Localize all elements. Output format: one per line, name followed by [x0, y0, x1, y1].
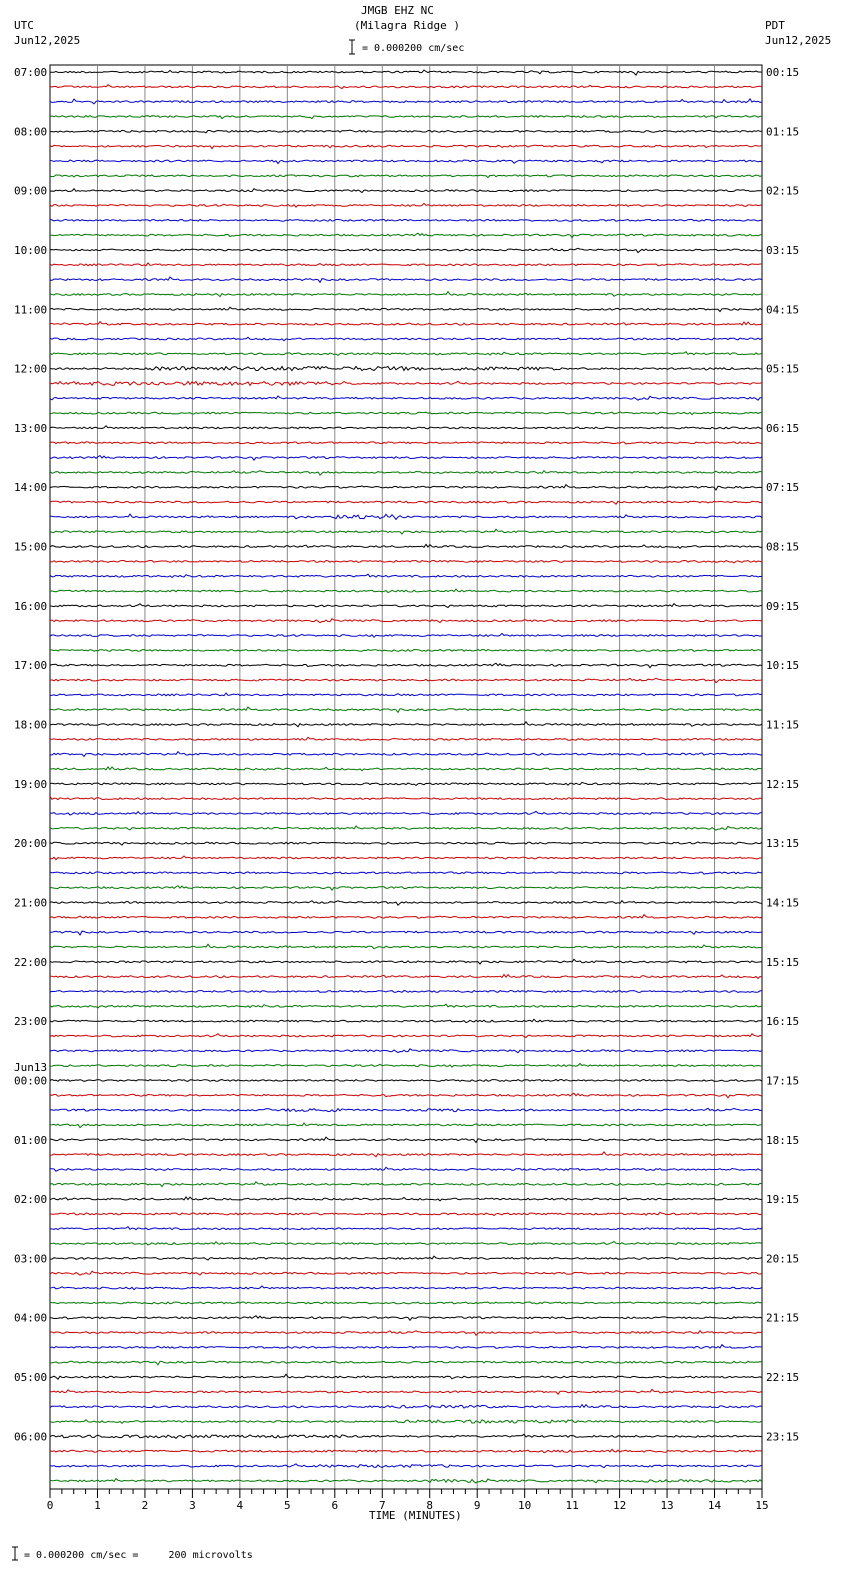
- x-tick-label: 4: [236, 1499, 244, 1512]
- right-hour-label: 22:15: [766, 1371, 800, 1385]
- trace-0: [50, 70, 762, 75]
- left-hour-label: 05:00: [14, 1371, 48, 1385]
- trace-92: [50, 1434, 762, 1438]
- trace-21: [50, 381, 762, 385]
- trace-19: [50, 352, 762, 356]
- trace-6: [50, 160, 762, 164]
- left-hour-label: 12:00: [14, 362, 48, 376]
- trace-12: [50, 248, 762, 252]
- trace-80: [50, 1256, 762, 1260]
- left-hour-label: 01:00: [14, 1133, 48, 1147]
- right-hour-label: 05:15: [766, 362, 800, 376]
- x-tick-label: 6: [331, 1499, 339, 1512]
- right-hour-label: 07:15: [766, 481, 800, 495]
- date-change-label: Jun13: [14, 1061, 48, 1074]
- left-hour-label: 09:00: [14, 184, 48, 198]
- trace-55: [50, 886, 762, 891]
- trace-85: [50, 1331, 762, 1336]
- left-hour-label: 06:00: [14, 1430, 48, 1444]
- trace-3: [50, 116, 762, 119]
- right-hour-label: 06:15: [766, 421, 800, 435]
- trace-46: [50, 752, 762, 757]
- trace-22: [50, 396, 762, 400]
- trace-33: [50, 561, 762, 564]
- x-tick-label: 10: [518, 1499, 532, 1512]
- left-hour-label: 02:00: [14, 1193, 48, 1207]
- trace-93: [50, 1449, 762, 1452]
- trace-17: [50, 322, 762, 326]
- trace-56: [50, 901, 762, 906]
- trace-13: [50, 263, 762, 266]
- trace-61: [50, 975, 762, 979]
- station-location: (Milagra Ridge ): [354, 19, 460, 32]
- trace-73: [50, 1152, 762, 1157]
- left-timezone: UTC: [14, 19, 34, 32]
- x-tick-label: 15: [755, 1499, 769, 1512]
- trace-84: [50, 1316, 762, 1321]
- trace-42: [50, 693, 762, 696]
- right-hour-label: 01:15: [766, 125, 800, 139]
- trace-57: [50, 915, 762, 919]
- right-hour-label: 19:15: [766, 1193, 800, 1207]
- right-hour-label: 17:15: [766, 1074, 800, 1088]
- trace-86: [50, 1345, 762, 1349]
- left-hour-label: 23:00: [14, 1015, 48, 1029]
- left-hour-label: 07:00: [14, 66, 48, 79]
- right-hour-label: 04:15: [766, 303, 800, 317]
- trace-62: [50, 991, 762, 993]
- trace-49: [50, 797, 762, 800]
- right-hour-label: 23:15: [766, 1430, 800, 1444]
- trace-36: [50, 604, 762, 608]
- left-hour-label: 04:00: [14, 1311, 48, 1325]
- left-hour-label: 14:00: [14, 481, 48, 495]
- x-tick-label: 1: [94, 1499, 101, 1512]
- right-hour-label: 15:15: [766, 955, 800, 969]
- trace-25: [50, 442, 762, 444]
- trace-34: [50, 574, 762, 577]
- trace-66: [50, 1049, 762, 1053]
- left-hour-label: 08:00: [14, 125, 48, 139]
- trace-30: [50, 514, 762, 519]
- trace-28: [50, 485, 762, 490]
- trace-41: [50, 678, 762, 682]
- trace-77: [50, 1212, 762, 1215]
- station-title: JMGB EHZ NC: [361, 4, 434, 17]
- trace-95: [50, 1479, 762, 1483]
- trace-2: [50, 99, 762, 104]
- trace-91: [50, 1420, 762, 1424]
- trace-14: [50, 277, 762, 282]
- left-hour-label: 20:00: [14, 837, 48, 851]
- right-hour-label: 00:15: [766, 66, 800, 79]
- trace-24: [50, 426, 762, 429]
- trace-32: [50, 544, 762, 548]
- trace-68: [50, 1080, 762, 1082]
- trace-10: [50, 219, 762, 221]
- x-tick-label: 13: [660, 1499, 674, 1512]
- left-hour-label: 10:00: [14, 243, 48, 257]
- trace-11: [50, 233, 762, 238]
- trace-31: [50, 529, 762, 534]
- right-hour-label: 11:15: [766, 718, 800, 732]
- left-hour-label: 13:00: [14, 421, 48, 435]
- trace-50: [50, 811, 762, 815]
- trace-18: [50, 337, 762, 340]
- trace-43: [50, 707, 762, 712]
- trace-89: [50, 1389, 762, 1394]
- trace-48: [50, 782, 762, 785]
- right-hour-label: 03:15: [766, 243, 800, 257]
- trace-52: [50, 842, 762, 845]
- trace-70: [50, 1108, 762, 1111]
- trace-15: [50, 292, 762, 297]
- right-hour-label: 16:15: [766, 1015, 800, 1029]
- right-hour-label: 20:15: [766, 1252, 800, 1266]
- trace-71: [50, 1123, 762, 1128]
- trace-20: [50, 367, 762, 371]
- trace-40: [50, 663, 762, 668]
- trace-39: [50, 650, 762, 652]
- trace-54: [50, 872, 762, 874]
- right-hour-label: 21:15: [766, 1311, 800, 1325]
- right-hour-label: 02:15: [766, 184, 800, 198]
- trace-79: [50, 1242, 762, 1246]
- left-date: Jun12,2025: [14, 34, 81, 47]
- footer-scale-note: = 0.000200 cm/sec = 200 microvolts: [24, 1550, 253, 1561]
- trace-60: [50, 959, 762, 964]
- left-hour-label: 03:00: [14, 1252, 48, 1266]
- x-tick-label: 0: [46, 1499, 54, 1512]
- trace-72: [50, 1137, 762, 1142]
- trace-88: [50, 1374, 762, 1379]
- right-hour-label: 18:15: [766, 1133, 800, 1147]
- trace-74: [50, 1167, 762, 1171]
- x-tick-label: 11: [565, 1499, 579, 1512]
- trace-59: [50, 944, 762, 949]
- trace-44: [50, 722, 762, 727]
- trace-53: [50, 856, 762, 860]
- trace-69: [50, 1093, 762, 1098]
- trace-51: [50, 826, 762, 830]
- x-tick-label: 14: [707, 1499, 722, 1512]
- left-hour-label: 00:00: [14, 1074, 48, 1088]
- trace-65: [50, 1034, 762, 1038]
- trace-9: [50, 203, 762, 207]
- trace-7: [50, 175, 762, 178]
- trace-29: [50, 501, 762, 504]
- trace-90: [50, 1405, 762, 1409]
- trace-87: [50, 1361, 762, 1365]
- trace-4: [50, 130, 762, 133]
- right-hour-label: 12:15: [766, 777, 800, 791]
- trace-27: [50, 471, 762, 476]
- trace-37: [50, 619, 762, 623]
- trace-47: [50, 767, 762, 771]
- x-axis-label: TIME (MINUTES): [369, 1509, 462, 1522]
- trace-5: [50, 145, 762, 149]
- trace-67: [50, 1064, 762, 1068]
- left-hour-label: 22:00: [14, 955, 48, 969]
- left-hour-label: 18:00: [14, 718, 48, 732]
- x-tick-label: 2: [141, 1499, 149, 1512]
- trace-63: [50, 1004, 762, 1008]
- left-hour-label: 11:00: [14, 303, 48, 317]
- left-hour-label: 15:00: [14, 540, 48, 554]
- trace-82: [50, 1286, 762, 1290]
- left-hour-label: 17:00: [14, 659, 48, 673]
- right-hour-label: 08:15: [766, 540, 800, 554]
- trace-16: [50, 307, 762, 311]
- trace-83: [50, 1302, 762, 1304]
- right-hour-label: 10:15: [766, 659, 800, 673]
- scale-text: = 0.000200 cm/sec: [362, 43, 465, 54]
- right-date: Jun12,2025: [765, 34, 832, 47]
- right-hour-label: 09:15: [766, 599, 800, 613]
- right-timezone: PDT: [765, 19, 785, 32]
- left-hour-label: 16:00: [14, 599, 48, 613]
- trace-94: [50, 1464, 762, 1468]
- x-tick-label: 5: [284, 1499, 291, 1512]
- left-hour-label: 21:00: [14, 896, 48, 910]
- right-hour-label: 14:15: [766, 896, 800, 910]
- trace-23: [50, 412, 762, 415]
- trace-75: [50, 1182, 762, 1187]
- trace-38: [50, 633, 762, 637]
- trace-26: [50, 456, 762, 461]
- x-tick-label: 3: [189, 1499, 196, 1512]
- x-tick-label: 9: [473, 1499, 481, 1512]
- trace-81: [50, 1271, 762, 1275]
- trace-8: [50, 189, 762, 193]
- trace-1: [50, 85, 762, 89]
- trace-45: [50, 737, 762, 740]
- trace-64: [50, 1019, 762, 1022]
- trace-78: [50, 1227, 762, 1230]
- trace-35: [50, 589, 762, 592]
- left-hour-label: 19:00: [14, 777, 48, 791]
- x-tick-label: 8: [426, 1499, 434, 1512]
- x-tick-label: 12: [612, 1499, 627, 1512]
- x-tick-label: 7: [378, 1499, 386, 1512]
- trace-58: [50, 931, 762, 935]
- right-hour-label: 13:15: [766, 837, 800, 851]
- trace-76: [50, 1197, 762, 1201]
